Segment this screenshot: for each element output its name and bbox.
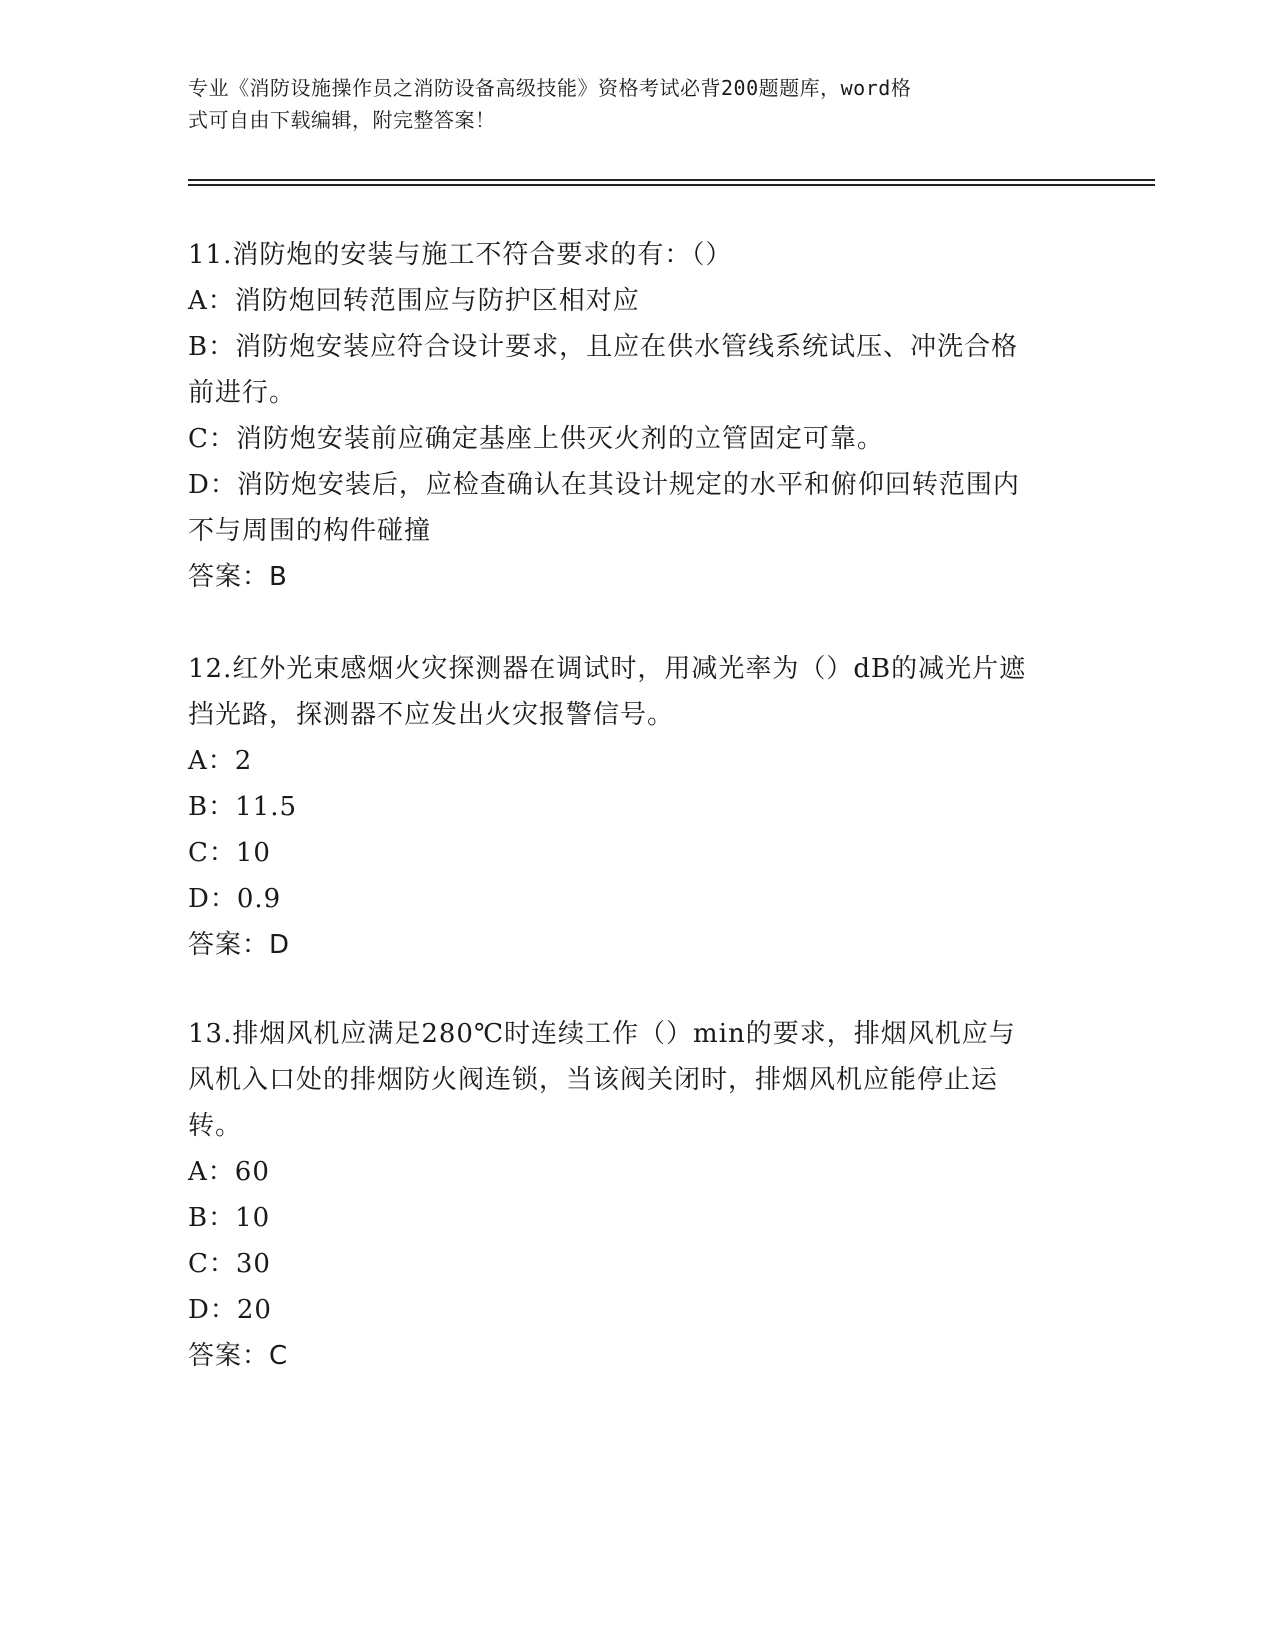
question-13 [188, 1011, 1088, 1379]
option-b-continued: 前进行。 [188, 378, 297, 408]
answer: 答案：D [188, 930, 291, 960]
answer: 答案：B [188, 562, 288, 592]
document-header [188, 72, 1068, 136]
question-12 [188, 646, 1088, 968]
question-11 [188, 232, 1088, 600]
option-c: C：30 [188, 1249, 271, 1279]
question-stem-continued: 风机入口处的排烟防火阀连锁，当该阀关闭时，排烟风机应能停止运 [188, 1065, 999, 1095]
option-a: A：60 [188, 1157, 270, 1187]
header-line-2: 式可自由下载编辑，附完整答案！ [188, 108, 496, 132]
question-stem-continued: 挡光路，探测器不应发出火灾报警信号。 [188, 700, 675, 730]
option-c: C：消防炮安装前应确定基座上供灭火剂的立管固定可靠。 [188, 424, 884, 454]
option-d: D：消防炮安装后，应检查确认在其设计规定的水平和俯仰回转范围内 [188, 470, 1020, 500]
question-stem: 13.排烟风机应满足280℃时连续工作（）min的要求，排烟风机应与 [188, 1019, 1016, 1049]
header-divider-top [188, 179, 1155, 181]
option-d-continued: 不与周围的构件碰撞 [188, 516, 432, 546]
option-b: B：10 [188, 1203, 271, 1233]
option-d: D：0.9 [188, 884, 282, 914]
option-a: A：消防炮回转范围应与防护区相对应 [188, 286, 640, 316]
header-line-1: 专业《消防设施操作员之消防设备高级技能》资格考试必背200题题库，word格 [188, 76, 912, 100]
header-divider-bottom [188, 184, 1155, 186]
question-stem: 11.消防炮的安装与施工不符合要求的有：（） [188, 240, 733, 270]
option-c: C：10 [188, 838, 271, 868]
option-a: A：2 [188, 746, 253, 776]
question-stem: 12.红外光束感烟火灾探测器在调试时，用减光率为（）dB的减光片遮 [188, 654, 1027, 684]
question-stem-continued-2: 转。 [188, 1111, 243, 1141]
option-b: B：11.5 [188, 792, 297, 822]
option-d: D：20 [188, 1295, 272, 1325]
option-b: B：消防炮安装应符合设计要求，且应在供水管线系统试压、冲洗合格 [188, 332, 1019, 362]
answer: 答案：C [188, 1341, 289, 1371]
